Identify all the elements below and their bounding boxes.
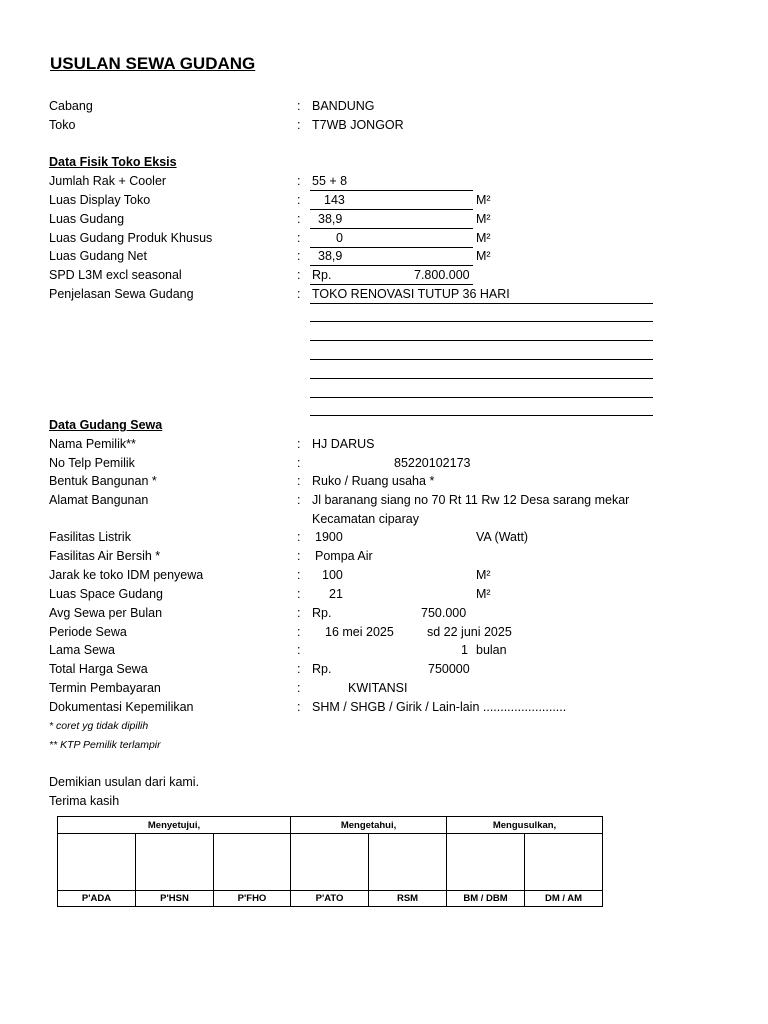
colon: :: [297, 606, 301, 620]
role-pato: P'ATO: [291, 891, 369, 907]
penjelasan-value: TOKO RENOVASI TUTUP 36 HARI: [312, 287, 510, 301]
explanation-line: [310, 397, 653, 398]
periode-start: 16 mei 2025: [325, 625, 394, 639]
header-mengetahui: Mengetahui,: [291, 817, 447, 834]
explanation-line: [310, 340, 653, 341]
signature-box: [291, 834, 369, 891]
spd-currency: Rp.: [312, 268, 332, 282]
avg-label: Avg Sewa per Bulan: [49, 606, 163, 620]
explanation-line: [310, 359, 653, 360]
termin-label: Termin Pembayaran: [49, 681, 161, 695]
net-value: 38,9: [318, 249, 343, 263]
field-underline: [310, 228, 473, 229]
dok-value: SHM / SHGB / Girik / Lain-lain ........................: [312, 700, 567, 714]
space-label: Luas Space Gudang: [49, 587, 163, 601]
colon: :: [297, 643, 301, 657]
header-menyetujui: Menyetujui,: [58, 817, 291, 834]
listrik-label: Fasilitas Listrik: [49, 530, 131, 544]
colon: :: [297, 287, 301, 301]
signature-box: [525, 834, 603, 891]
colon: :: [297, 249, 301, 263]
total-value: 750000: [428, 662, 470, 676]
rak-label: Jumlah Rak + Cooler: [49, 174, 167, 188]
colon: :: [297, 174, 301, 188]
net-label: Luas Gudang Net: [49, 249, 147, 263]
section-title-sewa: Data Gudang Sewa: [49, 418, 163, 432]
note-coret: * coret yg tidak dipilih: [49, 720, 149, 732]
dok-label: Dokumentasi Kepemilikan: [49, 700, 194, 714]
colon: :: [297, 268, 301, 282]
alamat-line-2: Kecamatan ciparay: [312, 512, 420, 526]
field-underline: [310, 265, 473, 266]
air-value: Pompa Air: [315, 549, 373, 563]
total-label: Total Harga Sewa: [49, 662, 148, 676]
note-ktp: ** KTP Pemilik terlampir: [49, 739, 161, 751]
section-title-fisik: Data Fisik Toko Eksis: [49, 155, 177, 169]
colon: :: [297, 662, 301, 676]
colon: :: [297, 568, 301, 582]
explanation-line: [310, 415, 653, 416]
avg-value: 750.000: [421, 606, 467, 620]
spd-value: 7.800.000: [414, 268, 470, 282]
display-label: Luas Display Toko: [49, 193, 151, 207]
header-mengusulkan: Mengusulkan,: [447, 817, 603, 834]
khusus-value: 0: [336, 231, 343, 245]
colon: :: [297, 493, 301, 507]
avg-currency: Rp.: [312, 606, 332, 620]
colon: :: [297, 118, 301, 132]
lama-unit: bulan: [476, 643, 507, 657]
role-bm-dbm: BM / DBM: [447, 891, 525, 907]
penjelasan-label: Penjelasan Sewa Gudang: [49, 287, 194, 301]
role-phsn: P'HSN: [136, 891, 214, 907]
telp-label: No Telp Pemilik: [49, 456, 135, 470]
spd-label: SPD L3M excl seasonal: [49, 268, 182, 282]
toko-label: Toko: [49, 118, 76, 132]
explanation-line: [310, 321, 653, 322]
signature-box: [58, 834, 136, 891]
signature-box: [136, 834, 214, 891]
explanation-line: [310, 378, 653, 379]
colon: :: [297, 549, 301, 563]
explanation-line: [310, 303, 653, 304]
alamat-label: Alamat Bangunan: [49, 493, 149, 507]
jarak-unit: M²: [476, 568, 491, 582]
gudang-label: Luas Gudang: [49, 212, 125, 226]
total-currency: Rp.: [312, 662, 332, 676]
khusus-unit: M²: [476, 231, 491, 245]
colon: :: [297, 456, 301, 470]
gudang-unit: M²: [476, 212, 491, 226]
telp-value: 85220102173: [394, 456, 471, 470]
colon: :: [297, 625, 301, 639]
colon: :: [297, 530, 301, 544]
pemilik-label: Nama Pemilik**: [49, 437, 136, 451]
colon: :: [297, 587, 301, 601]
listrik-unit: VA (Watt): [476, 530, 529, 544]
lama-label: Lama Sewa: [49, 643, 116, 657]
periode-label: Periode Sewa: [49, 625, 127, 639]
page-title: USULAN SEWA GUDANG: [50, 54, 256, 73]
role-rsm: RSM: [369, 891, 447, 907]
listrik-value: 1900: [315, 530, 343, 544]
bentuk-value: Ruko / Ruang usaha *: [312, 474, 435, 488]
toko-value: T7WB JONGOR: [312, 118, 404, 132]
alamat-line-1: Jl baranang siang no 70 Rt 11 Rw 12 Desa sarang mekar: [312, 493, 630, 507]
termin-value: KWITANSI: [348, 681, 408, 695]
jarak-value: 100: [322, 568, 343, 582]
gudang-value: 38,9: [318, 212, 343, 226]
pemilik-value: HJ DARUS: [312, 437, 375, 451]
colon: :: [297, 193, 301, 207]
role-pfho: P'FHO: [214, 891, 291, 907]
colon: :: [297, 212, 301, 226]
periode-end: sd 22 juni 2025: [427, 625, 512, 639]
colon: :: [297, 231, 301, 245]
field-underline: [310, 190, 473, 191]
rak-value: 55 + 8: [312, 174, 348, 188]
jarak-label: Jarak ke toko IDM penyewa: [49, 568, 204, 582]
display-unit: M²: [476, 193, 491, 207]
colon: :: [297, 99, 301, 113]
signature-box: [447, 834, 525, 891]
colon: :: [297, 700, 301, 714]
closing-line-1: Demikian usulan dari kami.: [49, 775, 200, 789]
colon: :: [297, 474, 301, 488]
cabang-label: Cabang: [49, 99, 93, 113]
closing-line-2: Terima kasih: [49, 794, 120, 808]
role-pada: P'ADA: [58, 891, 136, 907]
field-underline: [310, 209, 473, 210]
display-value: 143: [324, 193, 345, 207]
signature-table: [57, 816, 603, 907]
role-dm-am: DM / AM: [525, 891, 603, 907]
lama-value: 1: [461, 643, 468, 657]
bentuk-label: Bentuk Bangunan *: [49, 474, 157, 488]
field-underline: [310, 284, 473, 285]
colon: :: [297, 681, 301, 695]
signature-box: [369, 834, 447, 891]
cabang-value: BANDUNG: [312, 99, 375, 113]
space-unit: M²: [476, 587, 491, 601]
signature-box: [214, 834, 291, 891]
net-unit: M²: [476, 249, 491, 263]
colon: :: [297, 437, 301, 451]
air-label: Fasilitas Air Bersih *: [49, 549, 161, 563]
space-value: 21: [329, 587, 343, 601]
khusus-label: Luas Gudang Produk Khusus: [49, 231, 213, 245]
